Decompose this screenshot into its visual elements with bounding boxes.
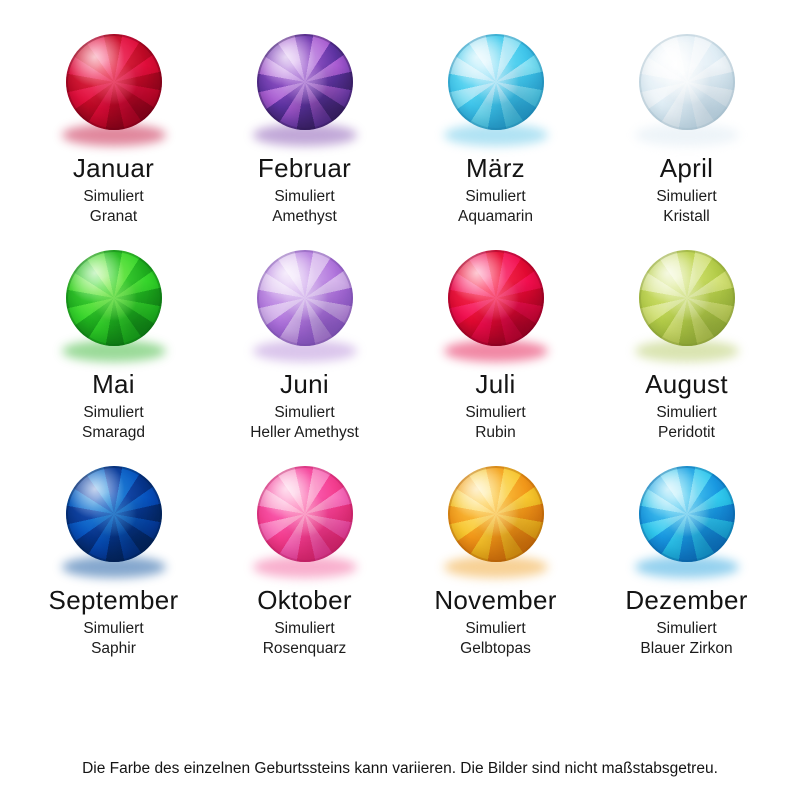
birthstone-cell: [18, 34, 209, 250]
gemstone-rim: [66, 466, 162, 562]
gemstone-image: [54, 466, 174, 584]
stone-name: Gelbtopas: [460, 640, 531, 658]
stone-label: [656, 403, 716, 444]
birthstone-cell: [209, 466, 400, 682]
gemstone-image: [54, 250, 174, 368]
simulated-word: Simuliert: [465, 619, 526, 637]
birthstone-cell: [591, 34, 782, 250]
month-label: November: [434, 585, 557, 615]
gemstone-image: [436, 466, 556, 584]
stone-label: [82, 403, 145, 444]
month-label: April: [659, 153, 714, 183]
stone-name: Blauer Zirkon: [640, 640, 733, 658]
gemstone-rim: [448, 34, 544, 130]
stone-name: Aquamarin: [458, 208, 533, 226]
stone-name: Peridotit: [658, 424, 715, 442]
gemstone-rim: [639, 466, 735, 562]
gemstone-facets: [66, 466, 162, 562]
gemstone-facets: [66, 34, 162, 130]
birthstone-cell: [209, 34, 400, 250]
birthstone-cell: [209, 250, 400, 466]
month-label: März: [466, 153, 525, 183]
gemstone-facets: [448, 466, 544, 562]
simulated-word: Simuliert: [465, 187, 526, 205]
simulated-word: Simuliert: [83, 403, 144, 421]
month-label: Mai: [92, 369, 135, 399]
stone-name: Amethyst: [272, 208, 337, 226]
gemstone-image: [245, 466, 365, 584]
stone-label: [250, 403, 359, 444]
birthstone-cell: [400, 34, 591, 250]
month-label: Februar: [257, 153, 352, 183]
month-label: Oktober: [257, 585, 352, 615]
month-label: August: [645, 369, 728, 399]
gemstone-rim: [257, 250, 353, 346]
gemstone-image: [245, 250, 365, 368]
stone-label: [640, 619, 732, 660]
gemstone-rim: [639, 250, 735, 346]
stone-name: Rosenquarz: [262, 640, 347, 658]
gemstone-image: [627, 34, 747, 152]
stone-label: [263, 619, 347, 660]
gemstone-facets: [448, 250, 544, 346]
simulated-word: Simuliert: [656, 187, 717, 205]
gemstone-rim: [448, 466, 544, 562]
gemstone-facets: [639, 466, 735, 562]
gemstone-facets: [257, 34, 353, 130]
gemstone-image: [245, 34, 365, 152]
stone-name: Saphir: [91, 640, 136, 658]
stone-label: [458, 187, 533, 228]
gemstone-rim: [448, 250, 544, 346]
month-label: Januar: [72, 153, 155, 183]
stone-label: [272, 187, 337, 228]
gemstone-facets: [257, 250, 353, 346]
birthstone-cell: [400, 466, 591, 682]
gemstone-facets: [448, 34, 544, 130]
month-label: Dezember: [625, 585, 748, 615]
gemstone-rim: [639, 34, 735, 130]
birthstone-cell: [18, 466, 209, 682]
gemstone-rim: [66, 34, 162, 130]
birthstone-cell: [18, 250, 209, 466]
stone-name: Smaragd: [82, 424, 145, 442]
simulated-word: Simuliert: [274, 403, 335, 421]
gemstone-image: [54, 34, 174, 152]
gemstone-rim: [257, 466, 353, 562]
stone-name: Heller Amethyst: [250, 424, 359, 442]
simulated-word: Simuliert: [274, 619, 335, 637]
gemstone-image: [436, 250, 556, 368]
simulated-word: Simuliert: [465, 403, 526, 421]
gemstone-facets: [639, 34, 735, 130]
simulated-word: Simuliert: [83, 619, 144, 637]
birthstone-cell: [591, 250, 782, 466]
simulated-word: Simuliert: [656, 619, 717, 637]
stone-name: Granat: [89, 208, 138, 226]
gemstone-facets: [257, 466, 353, 562]
birthstone-cell: [400, 250, 591, 466]
stone-name: Kristall: [663, 208, 710, 226]
simulated-word: Simuliert: [83, 187, 144, 205]
birthstone-cell: [591, 466, 782, 682]
stone-label: [83, 619, 143, 660]
gemstone-rim: [66, 250, 162, 346]
gemstone-facets: [66, 250, 162, 346]
gemstone-rim: [257, 34, 353, 130]
simulated-word: Simuliert: [274, 187, 335, 205]
footer-note: Die Farbe des einzelnen Geburtssteins kann variieren. Die Bilder sind nicht maßstabsgetreu.: [82, 760, 718, 777]
stone-label: [460, 619, 531, 660]
month-label: September: [48, 585, 179, 615]
birthstone-grid: [18, 34, 782, 682]
gemstone-facets: [639, 250, 735, 346]
simulated-word: Simuliert: [656, 403, 717, 421]
gemstone-image: [627, 466, 747, 584]
stone-label: [656, 187, 716, 228]
stone-label: [83, 187, 143, 228]
month-label: Juli: [475, 369, 516, 399]
gemstone-image: [627, 250, 747, 368]
gemstone-image: [436, 34, 556, 152]
stone-name: Rubin: [475, 424, 516, 442]
month-label: Juni: [280, 369, 329, 399]
stone-label: [465, 403, 525, 444]
